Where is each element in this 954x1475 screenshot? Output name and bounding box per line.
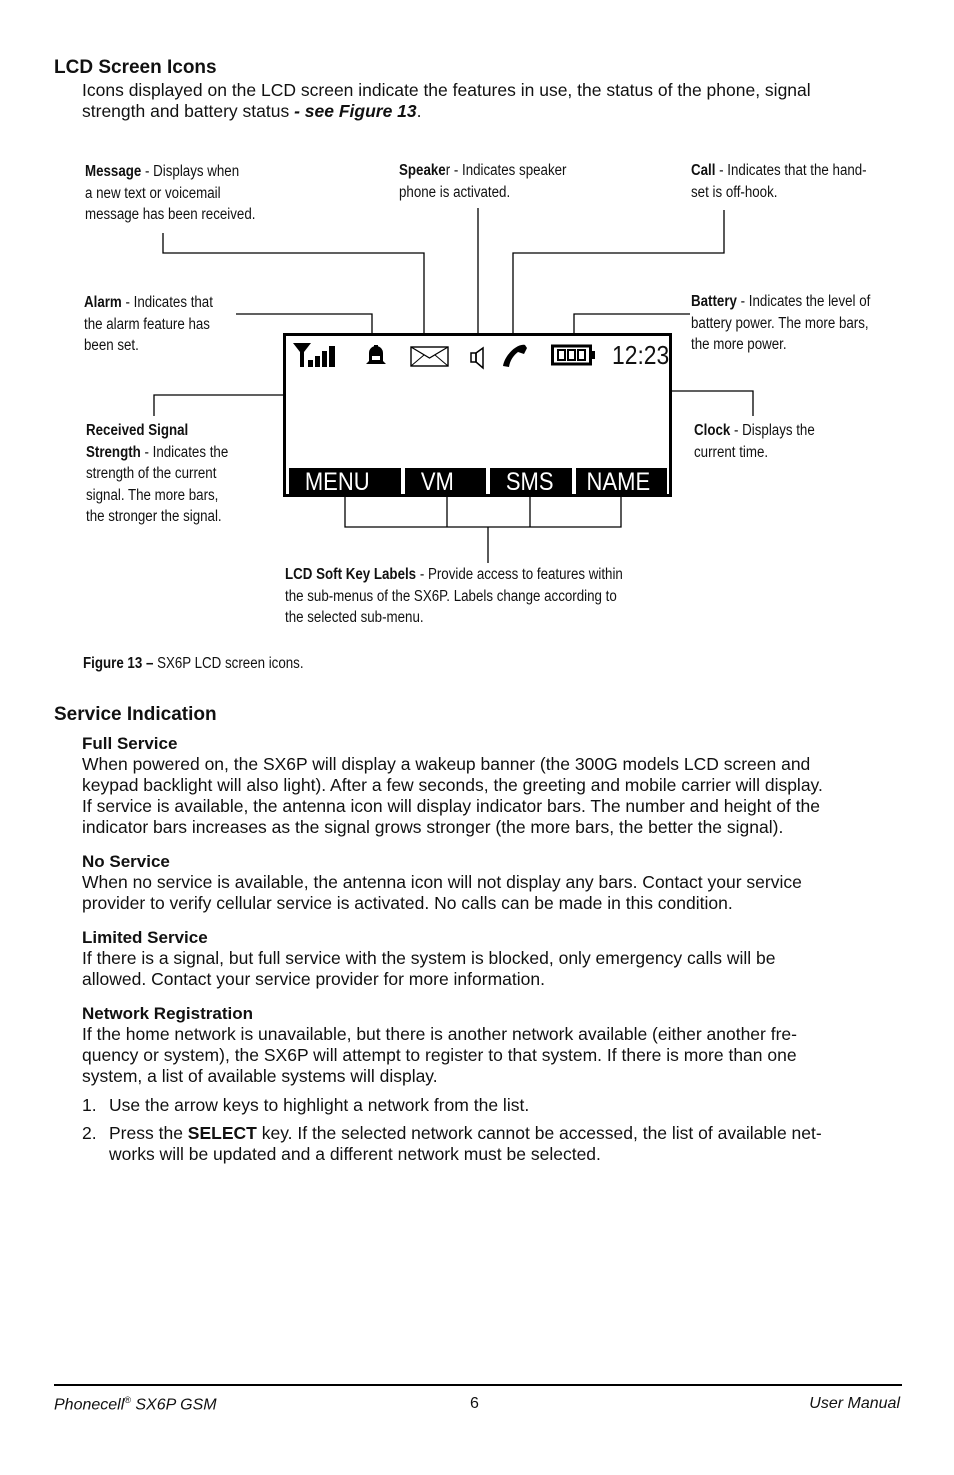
callout-text: - Indicates the [140,443,229,461]
callout-term: Strength [86,443,141,461]
select-key-label: SELECT [187,1123,257,1143]
callout-term: Clock [694,422,731,439]
paragraph-no-service [82,872,912,914]
step-1 [82,1095,912,1116]
step-text-part: Press the [109,1123,188,1143]
step-number: 1. [82,1095,97,1115]
figure-caption [83,653,304,675]
text-line: When powered on, the SX6P will display a wakeup banner (the 300G models LCD screen and [82,754,811,774]
footer-rule [54,1384,902,1386]
intro-line-1: Icons displayed on the LCD screen indicate the features in use, the status of the phone, signal [82,80,811,100]
text-line: system, a list of available systems will display. [82,1066,438,1086]
callout-term: Call [691,162,716,179]
step-text: Use the arrow keys to highlight a network from the list. [109,1095,530,1115]
subheading-full-service: Full Service [82,734,178,753]
callout-text: - Displays when [141,163,240,180]
callout-term: Alarm [84,294,122,311]
softkey-vm [405,468,486,496]
callout-term: Received Signal [86,422,189,439]
callout-text: battery power. The more bars, [691,314,869,332]
intro-text: strength and battery status [82,101,295,121]
subheading-limited-service: Limited Service [82,928,208,947]
subheading-network-registration: Network Registration [82,1004,253,1023]
text-line: indicator bars increases as the signal grows stronger (the more bars, the better the signal). [82,817,784,837]
footer-left [54,1395,217,1414]
text-line: quency or system), the SX6P will attempt to register to that system. If there is more than one [82,1045,797,1065]
callout-text: message has been received. [85,206,256,223]
callout-term: Battery [691,293,737,310]
softkey-sms [490,468,572,496]
text-line: If there is a signal, but full service with the system is blocked, only emergency calls will be [82,948,776,968]
alarm-icon [363,343,389,369]
callout-text: the sub-menus of the SX6P. Labels change according to [285,587,617,605]
callout-text: strength of the current [86,465,217,482]
paragraph-full-service [82,754,912,838]
callout-text: signal. The more bars, [86,486,219,504]
speaker-icon [469,346,487,370]
text-line: allowed. Contact your service provider for more information. [82,969,545,989]
callout-term: Speake [399,162,446,179]
callout-text: the stronger the signal. [86,508,222,525]
section-title-service-indication: Service Indication [54,704,217,725]
step-text-line2: works will be updated and a different network must be selected. [109,1144,601,1164]
callout-text: - Indicates that [121,294,213,311]
callout-text: - Displays the [730,422,815,439]
section-title-lcd-icons: LCD Screen Icons [54,57,217,78]
caption-label: Figure 13 – [83,655,154,672]
handset-icon [500,342,530,370]
envelope-icon [410,346,450,368]
battery-icon [551,344,597,366]
page-number: 6 [470,1395,479,1412]
callout-text: phone is activated. [399,183,511,201]
text-line: keypad backlight will also light). After a few seconds, the greeting and mobile carrier will display. [82,775,823,795]
callout-text: - Indicates the level of [736,293,871,310]
step-text [109,1123,822,1144]
figure-reference: - see Figure 13 [294,101,417,121]
callout-text: the selected sub-menu. [285,609,424,626]
clock-display: 12:23 [612,340,670,370]
callout-text: the alarm feature has [84,315,210,333]
text-line: If the home network is unavailable, but there is another network available (either another fre- [82,1024,797,1044]
text-line: If service is available, the antenna icon will display indicator bars. The number and height of the [82,796,821,816]
signal-icon [291,341,343,369]
callout-text: been set. [84,337,139,354]
softkey-label: SMS [505,468,554,496]
step-2 [82,1123,912,1165]
callout-text: a new text or voicemail [85,184,221,202]
softkey-menu [289,468,401,496]
callout-text: current time. [694,443,769,461]
callout-term: Message [85,163,142,180]
callout-text: - Indicates that the hand- [715,162,867,179]
intro-period: . [416,101,422,121]
softkey-label: VM [420,468,454,496]
step-number: 2. [82,1123,97,1143]
callout-term: LCD Soft Key Labels [285,566,417,583]
callout-text: the more power. [691,336,787,353]
lcd-screen [283,333,672,497]
callout-text: - Provide access to features within [416,566,623,583]
paragraph-limited-service [82,948,912,990]
caption-text: SX6P LCD screen icons. [153,655,304,672]
softkey-name [576,468,667,496]
callout-text: r [445,162,451,179]
callout-text: set is off-hook. [691,183,778,201]
footer-right: User Manual [809,1395,900,1412]
footer-model: SX6P GSM [130,1396,217,1414]
registered-mark: ® [124,1395,131,1405]
text-line: When no service is available, the antenna icon will not display any bars. Contact your service [82,872,802,892]
callout-text: - Indicates speaker [450,162,567,179]
service-content [82,734,912,1165]
softkey-label: MENU [304,468,370,496]
subheading-no-service: No Service [82,852,170,871]
paragraph-network-registration [82,1024,912,1087]
softkey-label: NAME [586,468,651,496]
step-text-part: key. If the selected network cannot be accessed, the list of available net- [256,1123,822,1143]
text-line: provider to verify cellular service is activated. No calls can be made in this condition. [82,893,733,913]
footer-brand: Phonecell [54,1396,125,1414]
